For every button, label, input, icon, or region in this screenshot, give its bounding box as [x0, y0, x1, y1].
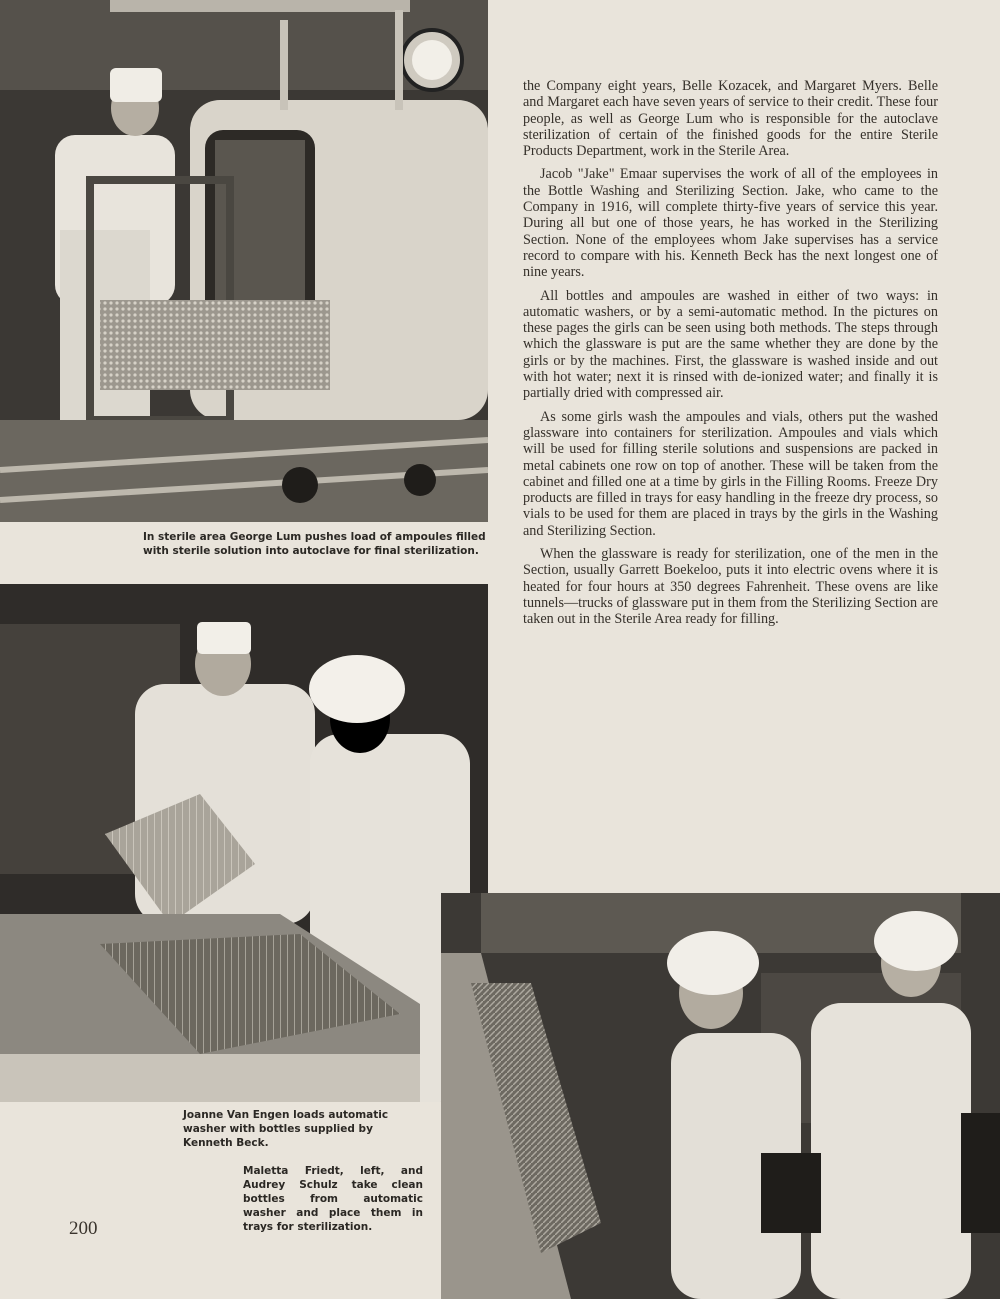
photo-washer: [0, 584, 488, 1102]
caption-washer: Joanne Van Engen loads automatic washer with bottles supplied by Kenneth Beck.: [183, 1109, 389, 1149]
caption-autoclave: In sterile area George Lum pushes load of ampoules filled with sterile solution into autoclave for final sterilization.: [143, 531, 486, 557]
paragraph: As some girls wash the ampoules and vials, others put the washed glassware into containers for sterilization. Ampoules and vials which will be used for filling sterile solutions and suspensions are packed in metal cabinets one row on top of another. These will be taken from the cabinet and filled one at a time by girls in the Filling Rooms. Freeze Dry products are filled in trays for easy handling in the freeze dry process, so vials to be used for them are placed in trays by the girls in the Washing and Sterilizing Section.: [523, 408, 938, 539]
page-number: 200: [69, 1218, 98, 1239]
paragraph: When the glassware is ready for sterilization, one of the men in the Section, usually Garrett Boekeloo, puts it into electric ovens where it is heated for four hours at 350 degrees Fahrenheit. These ovens are like tunnels—trucks of glassware put in them from the Sterilizing Section are taken out in the Sterile Area ready for filling.: [523, 546, 938, 628]
paragraph: All bottles and ampoules are washed in either of two ways: in automatic washers, or by a semi-automatic method. In the pictures on these pages the girls can be seen using both methods. The steps through which the glassware is put are the same whether they are done by the girls or by the machines. First, the glassware is washed inside and out with hot water; next it is rinsed with de-ionized water; and finally it is partially dried with compressed air.: [523, 287, 938, 402]
paragraph: Jacob "Jake" Emaar supervises the work of all of the employees in the Bottle Washing and Sterilizing Section. Jake, who came to the Company in 1916, will complete thirty-five years of service this year. During all but one of those years, he has worked in the Sterilizing Section. None of the employees whom Jake supervises has a service record to compare with his. Kenneth Beck has the next longest one of nine years.: [523, 166, 938, 281]
photo-autoclave: [0, 0, 488, 522]
paragraph: the Company eight years, Belle Kozacek, and Margaret Myers. Belle and Margaret each have seven years of service to their credit. These four people, as well as George Lum who is responsible for the autoclave sterilization of certain of the finished goods for the entire Sterile Products Department, work in the Sterile Area.: [523, 78, 938, 160]
photo-trays: [441, 893, 1000, 1299]
article-text: [523, 78, 938, 635]
caption-trays: Maletta Friedt, left, and Audrey Schulz take clean bottles from automatic washer and place them in trays for sterilization.: [243, 1165, 423, 1233]
